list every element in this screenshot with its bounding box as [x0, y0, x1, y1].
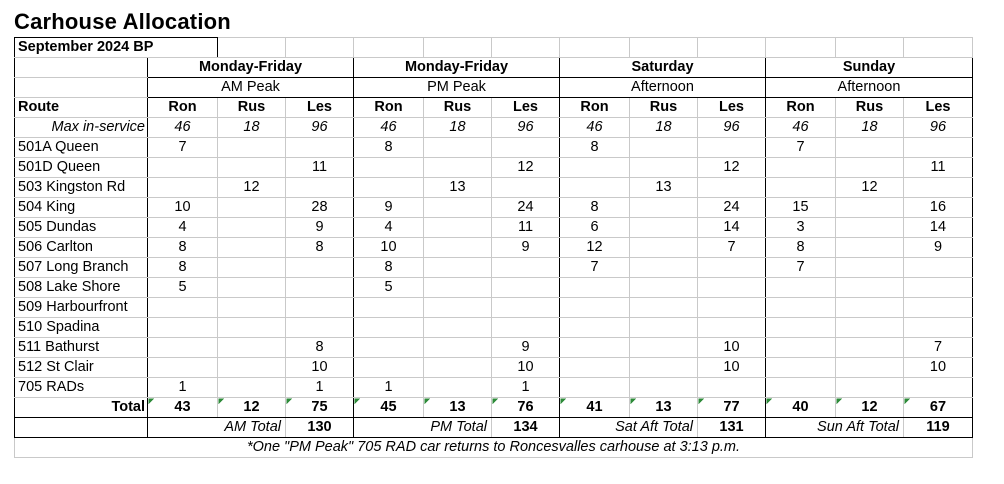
- allocation-value: 5: [354, 278, 424, 298]
- max-value: 96: [492, 118, 560, 138]
- period-sub: AM Peak: [148, 78, 354, 98]
- group-total-value: 130: [286, 418, 354, 438]
- allocation-value: [560, 178, 630, 198]
- allocation-value: 1: [354, 378, 424, 398]
- total-value: 40: [766, 398, 836, 418]
- total-value: 12: [218, 398, 286, 418]
- empty-cell: [836, 38, 904, 58]
- allocation-value: 7: [766, 258, 836, 278]
- period-row: [15, 58, 973, 78]
- allocation-value: [424, 278, 492, 298]
- allocation-value: [286, 138, 354, 158]
- allocation-value: [492, 258, 560, 278]
- allocation-value: 13: [424, 178, 492, 198]
- allocation-value: 9: [354, 198, 424, 218]
- route-name: 508 Lake Shore: [15, 278, 148, 298]
- route-name: 506 Carlton: [15, 238, 148, 258]
- table-row: [15, 358, 973, 378]
- allocation-value: [630, 258, 698, 278]
- max-value: 46: [148, 118, 218, 138]
- allocation-value: 9: [286, 218, 354, 238]
- total-value: 13: [424, 398, 492, 418]
- column-header-row: [15, 98, 973, 118]
- allocation-value: [630, 158, 698, 178]
- allocation-value: 10: [148, 198, 218, 218]
- group-total-row: [15, 418, 973, 438]
- allocation-value: [560, 358, 630, 378]
- footnote: *One "PM Peak" 705 RAD car returns to Roncesvalles carhouse at 3:13 p.m.: [15, 438, 973, 458]
- allocation-value: [424, 218, 492, 238]
- column-header: Ron: [354, 98, 424, 118]
- allocation-value: [698, 378, 766, 398]
- allocation-value: [148, 358, 218, 378]
- allocation-value: [148, 298, 218, 318]
- allocation-value: [836, 198, 904, 218]
- allocation-value: 9: [492, 338, 560, 358]
- period-sub: PM Peak: [354, 78, 560, 98]
- allocation-value: [492, 138, 560, 158]
- max-row: [15, 118, 973, 138]
- allocation-value: [218, 138, 286, 158]
- allocation-value: 24: [492, 198, 560, 218]
- column-header: Ron: [148, 98, 218, 118]
- table-row: [15, 218, 973, 238]
- route-name: 503 Kingston Rd: [15, 178, 148, 198]
- group-total-value: 131: [698, 418, 766, 438]
- allocation-value: [766, 278, 836, 298]
- allocation-value: 8: [766, 238, 836, 258]
- route-name: 512 St Clair: [15, 358, 148, 378]
- allocation-value: [218, 298, 286, 318]
- max-value: 18: [218, 118, 286, 138]
- table-row: [15, 338, 973, 358]
- allocation-value: [354, 358, 424, 378]
- max-value: 46: [560, 118, 630, 138]
- allocation-value: [560, 158, 630, 178]
- allocation-value: [904, 278, 973, 298]
- allocation-value: [354, 158, 424, 178]
- total-value: 75: [286, 398, 354, 418]
- max-value: 96: [904, 118, 973, 138]
- allocation-value: 8: [148, 238, 218, 258]
- allocation-value: [286, 298, 354, 318]
- empty-cell: [560, 38, 630, 58]
- route-name: 504 King: [15, 198, 148, 218]
- group-total-value: 134: [492, 418, 560, 438]
- allocation-value: [630, 198, 698, 218]
- period-sub-row: [15, 78, 973, 98]
- allocation-value: [424, 258, 492, 278]
- column-header: Rus: [630, 98, 698, 118]
- allocation-value: [904, 138, 973, 158]
- allocation-value: [836, 298, 904, 318]
- allocation-value: 24: [698, 198, 766, 218]
- allocation-value: 10: [698, 358, 766, 378]
- total-row: [15, 398, 973, 418]
- allocation-value: 10: [286, 358, 354, 378]
- allocation-value: [148, 158, 218, 178]
- allocation-value: [766, 158, 836, 178]
- allocation-value: [560, 378, 630, 398]
- allocation-value: 11: [904, 158, 973, 178]
- route-name: 501D Queen: [15, 158, 148, 178]
- allocation-value: 15: [766, 198, 836, 218]
- total-value: 67: [904, 398, 973, 418]
- allocation-value: [424, 138, 492, 158]
- period-name: Monday-Friday: [148, 58, 354, 78]
- allocation-value: [286, 278, 354, 298]
- allocation-value: [698, 138, 766, 158]
- allocation-value: [424, 358, 492, 378]
- column-header: Ron: [560, 98, 630, 118]
- allocation-value: [630, 218, 698, 238]
- total-label: Total: [15, 398, 148, 418]
- column-header: Rus: [218, 98, 286, 118]
- allocation-value: [424, 318, 492, 338]
- allocation-value: [218, 238, 286, 258]
- allocation-value: [766, 378, 836, 398]
- allocation-value: 7: [766, 138, 836, 158]
- allocation-value: 16: [904, 198, 973, 218]
- allocation-value: 8: [560, 138, 630, 158]
- allocation-value: [836, 258, 904, 278]
- allocation-value: [904, 258, 973, 278]
- allocation-value: [698, 258, 766, 278]
- max-value: 46: [354, 118, 424, 138]
- allocation-value: [424, 198, 492, 218]
- allocation-value: [218, 218, 286, 238]
- route-name: 507 Long Branch: [15, 258, 148, 278]
- allocation-value: [630, 238, 698, 258]
- allocation-value: [560, 338, 630, 358]
- empty-cell: [630, 38, 698, 58]
- empty-cell: [698, 38, 766, 58]
- allocation-value: [630, 298, 698, 318]
- column-header: Les: [286, 98, 354, 118]
- allocation-value: [836, 278, 904, 298]
- allocation-value: 9: [492, 238, 560, 258]
- allocation-value: [766, 318, 836, 338]
- allocation-value: [424, 378, 492, 398]
- table-row: [15, 258, 973, 278]
- allocation-value: [630, 138, 698, 158]
- column-header: Les: [904, 98, 973, 118]
- allocation-value: [354, 298, 424, 318]
- allocation-value: 12: [560, 238, 630, 258]
- allocation-value: [836, 138, 904, 158]
- total-value: 77: [698, 398, 766, 418]
- table-body: [15, 38, 973, 458]
- group-total-label: PM Total: [354, 418, 492, 438]
- allocation-value: [218, 358, 286, 378]
- max-value: 18: [424, 118, 492, 138]
- allocation-value: [286, 178, 354, 198]
- allocation-value: 10: [354, 238, 424, 258]
- period-name: Sunday: [766, 58, 973, 78]
- column-header: Les: [698, 98, 766, 118]
- group-total-spacer: [15, 418, 148, 438]
- allocation-value: [766, 358, 836, 378]
- allocation-value: [904, 298, 973, 318]
- allocation-value: 12: [836, 178, 904, 198]
- empty-cell: [766, 38, 836, 58]
- empty-cell: [218, 38, 286, 58]
- allocation-value: 1: [286, 378, 354, 398]
- group-total-label: Sun Aft Total: [766, 418, 904, 438]
- allocation-value: [424, 158, 492, 178]
- allocation-value: [354, 318, 424, 338]
- allocation-value: [698, 318, 766, 338]
- allocation-value: [766, 298, 836, 318]
- subtitle-row: [15, 38, 973, 58]
- allocation-value: [492, 178, 560, 198]
- allocation-value: 8: [354, 138, 424, 158]
- table-row: [15, 378, 973, 398]
- route-name: 511 Bathurst: [15, 338, 148, 358]
- total-value: 41: [560, 398, 630, 418]
- allocation-value: [286, 258, 354, 278]
- allocation-value: 8: [148, 258, 218, 278]
- route-name: 509 Harbourfront: [15, 298, 148, 318]
- footnote-row: [15, 438, 973, 458]
- allocation-value: [560, 318, 630, 338]
- allocation-value: [218, 198, 286, 218]
- allocation-value: 1: [148, 378, 218, 398]
- total-value: 13: [630, 398, 698, 418]
- table-row: [15, 278, 973, 298]
- total-value: 12: [836, 398, 904, 418]
- allocation-value: 10: [492, 358, 560, 378]
- allocation-value: [766, 338, 836, 358]
- allocation-value: [904, 378, 973, 398]
- allocation-value: [836, 158, 904, 178]
- allocation-value: 10: [698, 338, 766, 358]
- empty-cell: [424, 38, 492, 58]
- column-header: Ron: [766, 98, 836, 118]
- allocation-value: [492, 278, 560, 298]
- allocation-value: 3: [766, 218, 836, 238]
- allocation-value: [148, 178, 218, 198]
- allocation-value: 12: [218, 178, 286, 198]
- route-name: 510 Spadina: [15, 318, 148, 338]
- allocation-value: [354, 338, 424, 358]
- allocation-value: [218, 258, 286, 278]
- group-total-label: AM Total: [148, 418, 286, 438]
- allocation-value: [354, 178, 424, 198]
- allocation-value: 28: [286, 198, 354, 218]
- allocation-value: [698, 298, 766, 318]
- max-label: Max in-service: [15, 118, 148, 138]
- table-row: [15, 158, 973, 178]
- allocation-value: 8: [560, 198, 630, 218]
- allocation-value: [148, 318, 218, 338]
- allocation-value: 7: [560, 258, 630, 278]
- allocation-value: [836, 358, 904, 378]
- allocation-value: 13: [630, 178, 698, 198]
- group-total-label: Sat Aft Total: [560, 418, 698, 438]
- empty-cell: [904, 38, 973, 58]
- allocation-value: [424, 238, 492, 258]
- allocation-value: [836, 318, 904, 338]
- total-value: 45: [354, 398, 424, 418]
- route-spacer: [15, 78, 148, 98]
- allocation-value: [148, 338, 218, 358]
- allocation-value: [904, 178, 973, 198]
- allocation-value: 4: [148, 218, 218, 238]
- allocation-value: 10: [904, 358, 973, 378]
- allocation-value: [836, 378, 904, 398]
- allocation-value: [904, 318, 973, 338]
- allocation-value: 11: [492, 218, 560, 238]
- empty-cell: [492, 38, 560, 58]
- route-name: 505 Dundas: [15, 218, 148, 238]
- allocation-value: 14: [698, 218, 766, 238]
- route-header: Route: [15, 98, 148, 118]
- column-header: Rus: [836, 98, 904, 118]
- allocation-value: 12: [698, 158, 766, 178]
- allocation-value: [698, 278, 766, 298]
- allocation-value: [630, 378, 698, 398]
- table-row: [15, 178, 973, 198]
- period-name: Saturday: [560, 58, 766, 78]
- allocation-value: [630, 278, 698, 298]
- allocation-value: 7: [904, 338, 973, 358]
- total-value: 43: [148, 398, 218, 418]
- table-row: [15, 238, 973, 258]
- max-value: 18: [836, 118, 904, 138]
- period-name: Monday-Friday: [354, 58, 560, 78]
- allocation-value: 7: [698, 238, 766, 258]
- allocation-value: 8: [286, 238, 354, 258]
- allocation-value: [218, 338, 286, 358]
- allocation-value: 14: [904, 218, 973, 238]
- allocation-value: [424, 338, 492, 358]
- allocation-value: 6: [560, 218, 630, 238]
- subtitle: September 2024 BP: [15, 38, 218, 58]
- table-row: [15, 318, 973, 338]
- allocation-value: [560, 298, 630, 318]
- route-name: 501A Queen: [15, 138, 148, 158]
- allocation-value: [836, 338, 904, 358]
- allocation-value: [218, 158, 286, 178]
- allocation-value: [286, 318, 354, 338]
- table-row: [15, 138, 973, 158]
- table-row: [15, 198, 973, 218]
- page-title: Carhouse Allocation: [14, 9, 231, 34]
- max-value: 96: [698, 118, 766, 138]
- allocation-value: 9: [904, 238, 973, 258]
- allocation-value: [560, 278, 630, 298]
- max-value: 18: [630, 118, 698, 138]
- allocation-value: [766, 178, 836, 198]
- max-value: 46: [766, 118, 836, 138]
- allocation-value: 12: [492, 158, 560, 178]
- allocation-value: 7: [148, 138, 218, 158]
- empty-cell: [354, 38, 424, 58]
- allocation-value: [492, 318, 560, 338]
- allocation-value: 5: [148, 278, 218, 298]
- allocation-value: 8: [354, 258, 424, 278]
- total-value: 76: [492, 398, 560, 418]
- allocation-value: [630, 358, 698, 378]
- allocation-table: [14, 37, 973, 458]
- allocation-value: [630, 318, 698, 338]
- allocation-value: [836, 218, 904, 238]
- allocation-value: 8: [286, 338, 354, 358]
- column-header: Rus: [424, 98, 492, 118]
- allocation-value: [836, 238, 904, 258]
- route-name: 705 RADs: [15, 378, 148, 398]
- allocation-value: [698, 178, 766, 198]
- allocation-value: [218, 278, 286, 298]
- allocation-value: [218, 318, 286, 338]
- period-sub: Afternoon: [766, 78, 973, 98]
- group-total-value: 119: [904, 418, 973, 438]
- allocation-value: 11: [286, 158, 354, 178]
- empty-cell: [286, 38, 354, 58]
- max-value: 96: [286, 118, 354, 138]
- period-sub: Afternoon: [560, 78, 766, 98]
- route-spacer: [15, 58, 148, 78]
- allocation-value: [218, 378, 286, 398]
- allocation-value: 4: [354, 218, 424, 238]
- allocation-value: [424, 298, 492, 318]
- allocation-value: 1: [492, 378, 560, 398]
- allocation-value: [630, 338, 698, 358]
- allocation-value: [492, 298, 560, 318]
- table-row: [15, 298, 973, 318]
- column-header: Les: [492, 98, 560, 118]
